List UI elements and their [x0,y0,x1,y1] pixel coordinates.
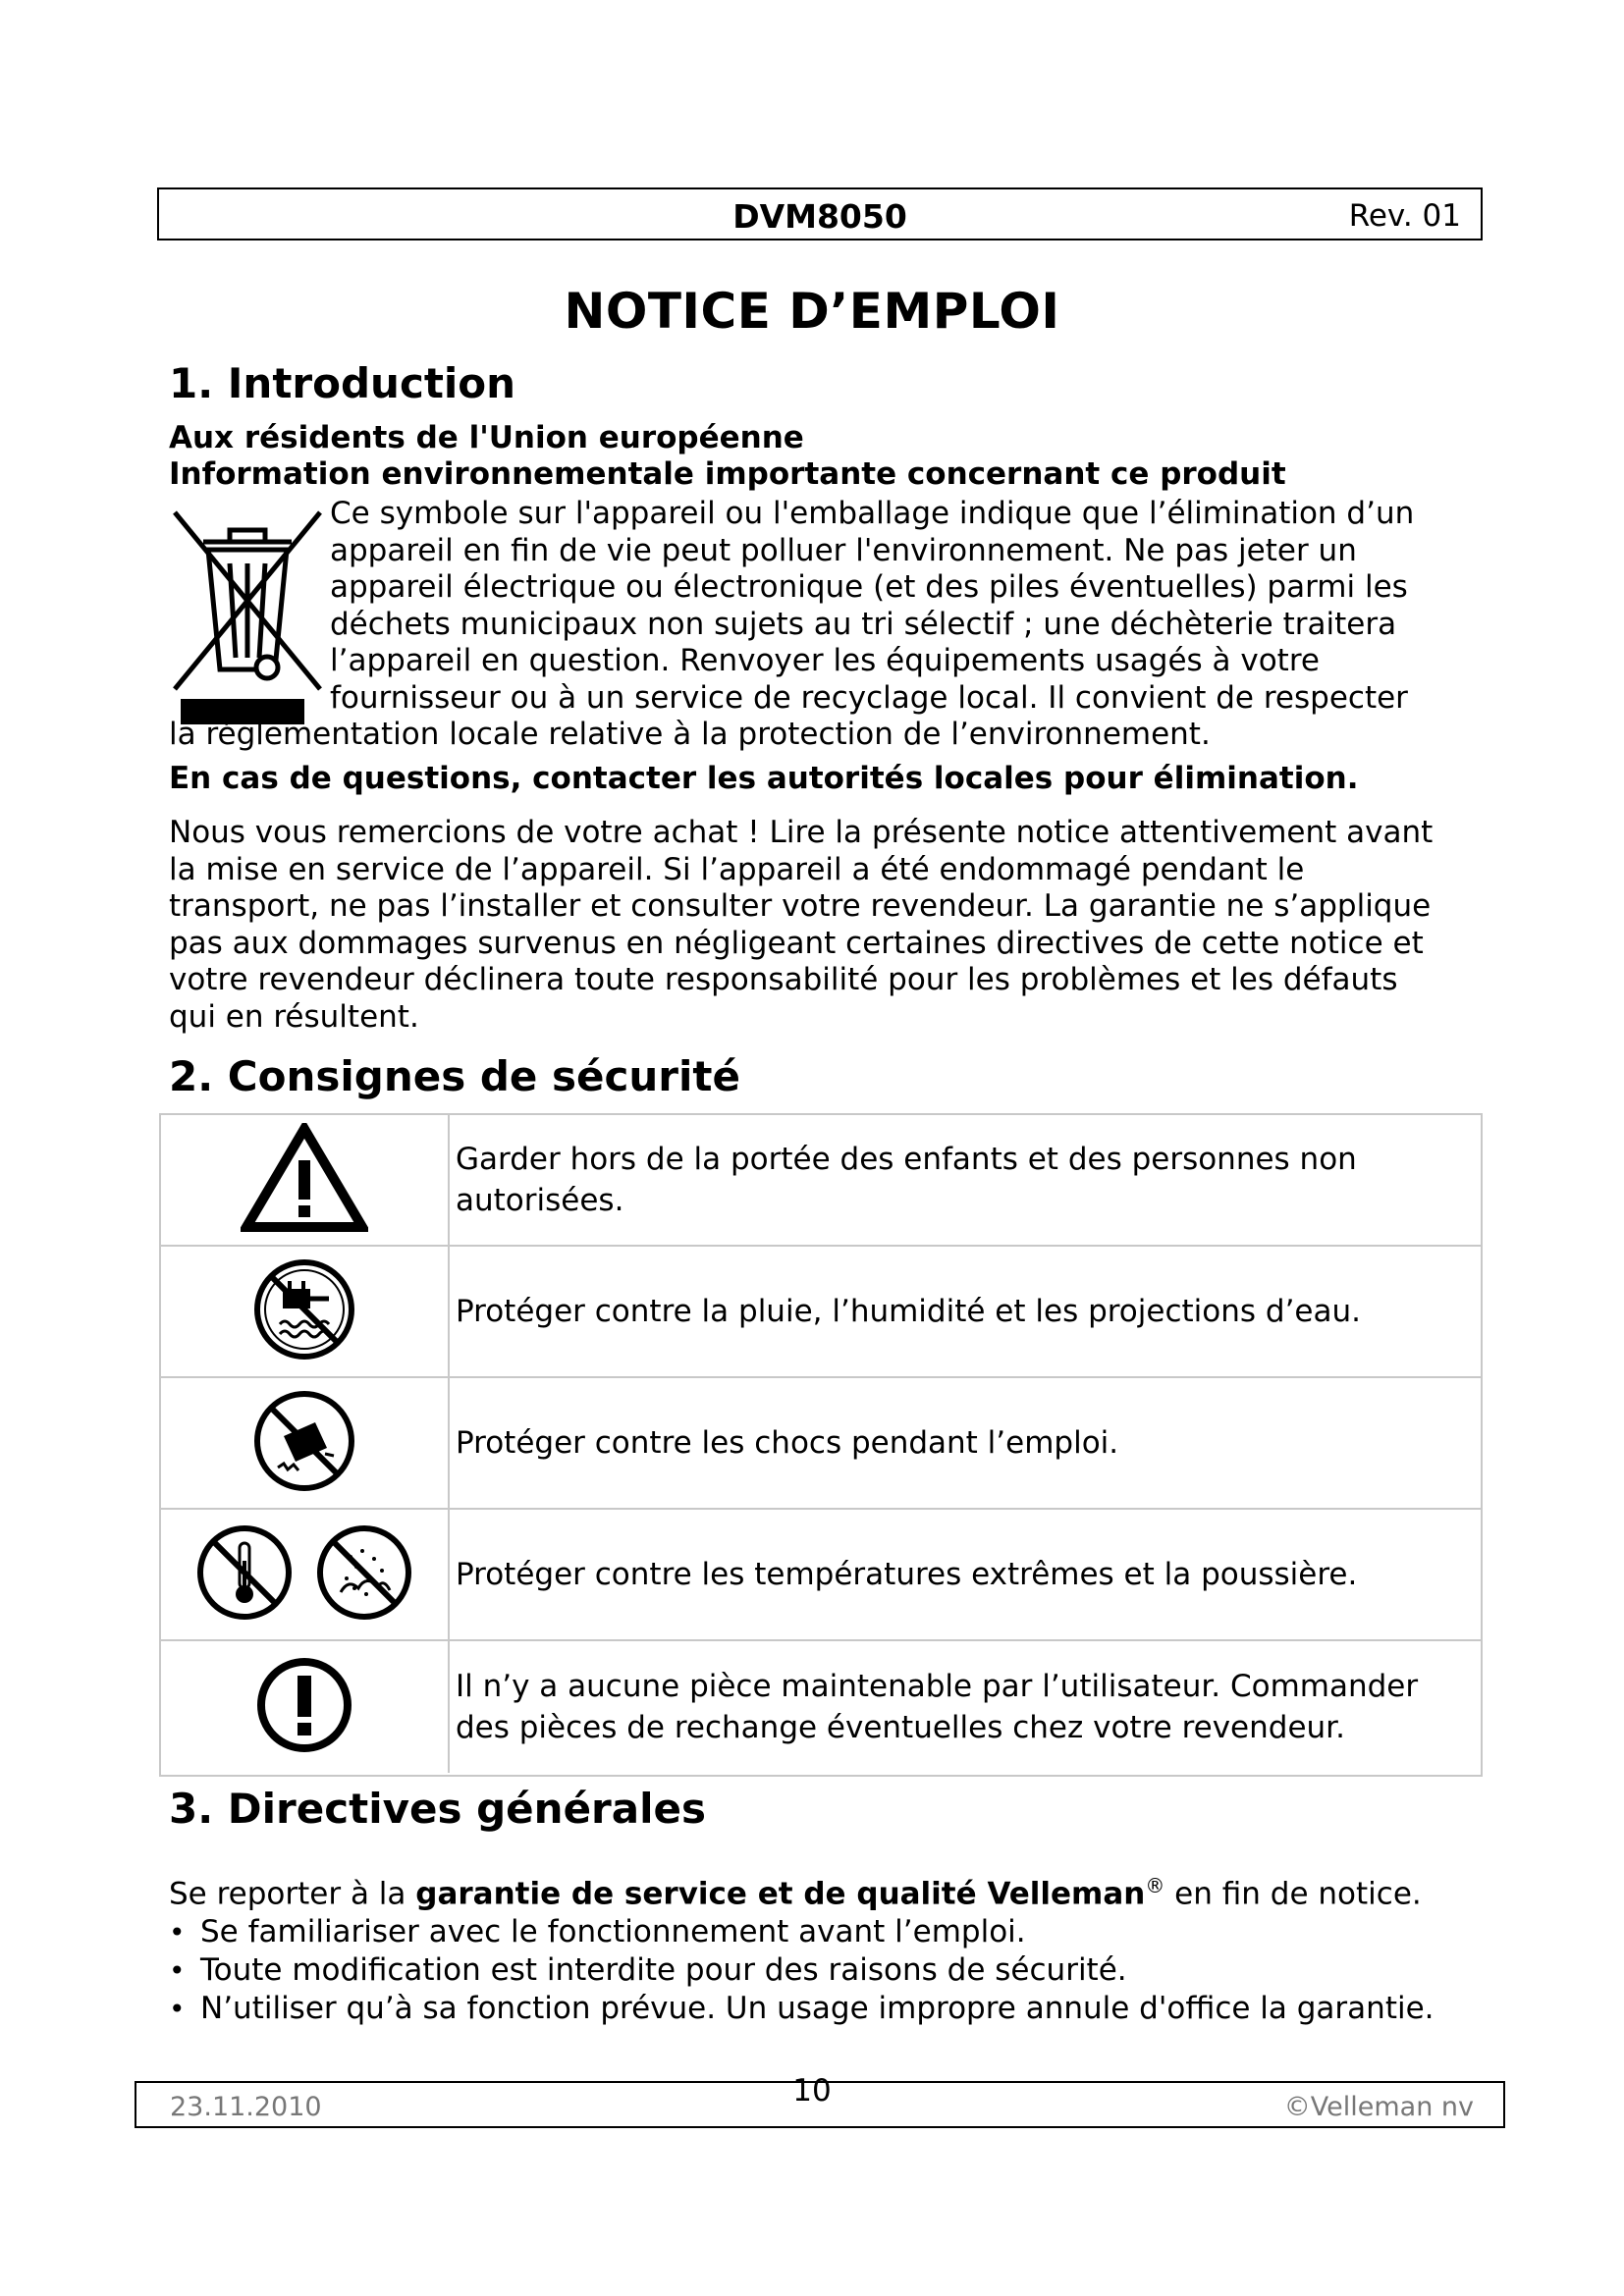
document-title: NOTICE D’EMPLOI [564,283,1060,340]
section-3-heading: 3. Directives générales [169,1785,706,1833]
safety-row [161,1247,1481,1378]
no-shock-icon [250,1387,358,1499]
safety-row [161,1641,1481,1773]
safety-row [161,1115,1481,1247]
env-info-heading: Information environnementale importante concernant ce produit [169,456,1286,492]
guidelines-list [159,1913,1485,2028]
footer-date: 23.11.2010 [170,2092,322,2122]
weee-notice-text [330,496,1469,717]
weee-crossed-bin-icon [169,503,326,734]
safety-text: Protéger contre les températures extrêmes et la poussière. [456,1557,1358,1592]
list-item: • N’utiliser qu’à sa fonction prévue. Un usage impropre annule d'office la garantie. [159,1990,1485,2028]
model-number: DVM8050 [732,197,907,236]
warning-triangle-icon [241,1123,368,1237]
no-temperature-icon [193,1522,296,1628]
safety-text: Garder hors de la portée des enfants et des personnes non autorisées. [456,1142,1357,1218]
intro-line: transport, ne pas l’installer et consulter votre revendeur. La garantie ne s’applique [169,888,1432,924]
safety-table [159,1113,1483,1777]
list-item: • Se familiariser avec le fonctionnement avant l’emploi. [159,1913,1485,1951]
safety-text: Protéger contre la pluie, l’humidité et les projections d’eau. [456,1294,1361,1329]
intro-line: votre revendeur déclinera toute responsabilité pour les problèmes et les défauts [169,962,1398,997]
footer-copyright: ©Velleman nv [1283,2092,1474,2122]
weee-line: déchets municipaux non sujets au tri sélectif ; une déchèterie traitera [330,606,1397,642]
contact-authorities-line: En cas de questions, contacter les autorités locales pour élimination. [169,761,1359,796]
weee-line: appareil en fin de vie peut polluer l'environnement. Ne pas jeter un [330,532,1357,568]
weee-line: Ce symbole sur l'appareil ou l'emballage indique que l’élimination d’un [330,496,1415,531]
list-item: • Toute modification est interdite pour des raisons de sécurité. [159,1951,1485,1990]
section-2-heading: 2. Consignes de sécurité [169,1052,740,1100]
page-number: 10 [792,2073,832,2109]
intro-line: la mise en service de l’appareil. Si l’appareil a été endommagé pendant le [169,851,1305,887]
safety-row [161,1510,1481,1641]
safety-text: Protéger contre les chocs pendant l’emploi. [456,1425,1119,1461]
weee-line: fournisseur ou à un service de recyclage local. Il convient de respecter [330,679,1408,716]
eu-heading: Aux résidents de l'Union européenne [169,420,804,455]
intro-paragraph [169,815,1485,1036]
general-guidelines [159,1867,1485,2028]
no-water-icon [250,1255,358,1367]
intro-line: pas aux dommages survenus en négligeant certaines directives de cette notice et [169,925,1424,961]
weee-line-continuation: la réglementation locale relative à la protection de l’environnement. [169,717,1211,752]
header-box [157,187,1483,240]
weee-line: appareil électrique ou électronique (et des piles éventuelles) parmi les [330,569,1408,605]
warranty-reference: garantie de service et de qualité Velleman [415,1876,1146,1912]
safety-row [161,1378,1481,1510]
weee-line: l’appareil en question. Renvoyer les équipements usagés à votre [330,643,1320,678]
warranty-reference-line: Se reporter à la garantie de service et de qualité Velleman® en fin de notice. [169,1874,1422,1912]
intro-line: qui en résultent. [169,998,419,1035]
safety-text: Il n’y a aucune pièce maintenable par l’utilisateur. Commander des pièces de rechange éventuelles chez votre revendeur. [456,1669,1419,1745]
section-1-heading: 1. Introduction [169,359,516,407]
revision-label: Rev. 01 [1348,198,1461,234]
exclamation-circle-icon [253,1654,355,1760]
no-dust-icon [313,1522,415,1628]
intro-line: Nous vous remercions de votre achat ! Lire la présente notice attentivement avant [169,815,1434,850]
